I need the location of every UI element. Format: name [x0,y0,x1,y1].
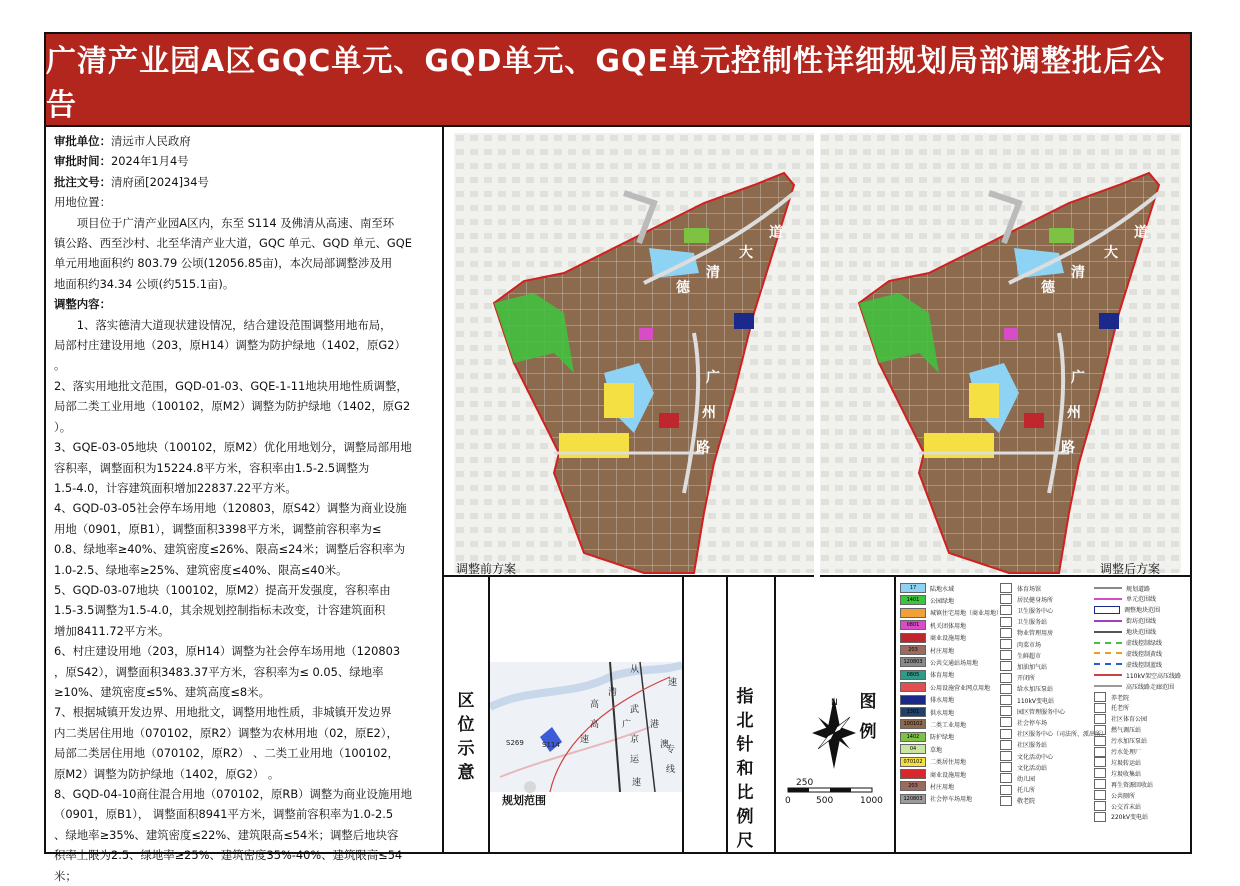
legend-item [900,769,966,779]
adjust-line: 0.8、绿地率≥40%、建筑密度≤26%、限高≤24米；调整后容积率为 [54,542,406,557]
plan-maps [444,127,1190,577]
legend-item [900,794,972,804]
legend-swatch: 120803 [900,794,926,804]
facility-icon [1000,639,1012,649]
adjust-line: 。 [54,358,66,373]
legend-item [1094,812,1148,822]
legend-item [1094,638,1162,648]
scale-tick: 1000 [860,796,883,806]
legend-text: 单元范围线 [1126,596,1157,604]
facility-icon [1094,725,1106,735]
legend-item [1000,762,1047,772]
legend-item [1094,790,1135,800]
range-label: 规划范围 [502,794,546,807]
legend-item [1000,684,1053,694]
line-style-icon [1094,674,1122,676]
adjust-line: 积率上限为2.5、绿地率≥25%、建筑密度35%-40%、建筑限高≤54 [54,848,403,863]
legend-text: 村庄用地 [930,647,955,655]
adjust-label: 调整内容： [54,297,111,312]
facility-icon [1094,768,1106,778]
facility-icon [1000,605,1012,615]
legend-swatch: 1401 [900,595,926,605]
legend-item [1094,779,1153,789]
legend-text: 文化活动站 [1017,764,1048,772]
legend-text: 供水用地 [930,709,955,717]
location-map-text: 武 [630,705,640,715]
legend-text: 高压线路走廊范围 [1126,683,1175,691]
road-label: 路 [1061,440,1075,456]
legend-text: 体育用地 [930,672,955,680]
location-text: 镇公路、西至沙村、北至华清产业大道，GQC 单元、GQD 单元、GQE [54,236,412,251]
legend-swatch: 120803 [900,657,926,667]
legend-item [900,781,954,791]
date-value: 2024年1月4号 [110,154,189,169]
legend-text: 防护绿地 [930,734,955,742]
location-map-text: 速 [632,778,642,788]
vertical-char: 尺 [736,831,754,851]
road-label: 大 [1104,245,1118,261]
location-map-text: S114 [542,741,560,749]
line-style-icon [1094,620,1122,622]
road-label: 州 [1067,405,1081,421]
adjust-line: 8、GQD-04-10商住混合用地（070102，原RB）调整为商业设施用地 [54,787,413,801]
vertical-char: 例 [736,807,754,827]
legend-item [1094,692,1129,702]
legend-text: 110kV变电站 [1017,697,1055,705]
legend-text: 商业设施用地 [930,635,967,643]
legend-text: 虚线控制黄线 [1126,650,1163,658]
adjust-line: 增加8411.72平方米。 [54,623,170,638]
legend-text: 肉菜市场 [1017,641,1042,649]
vertical-char: 例 [859,722,877,742]
vertical-char: 位 [457,715,475,735]
legend-item [1094,583,1150,593]
boundary-icon [1094,606,1120,614]
legend-text: 调整地块范围 [1124,607,1161,615]
facility-icon [1094,736,1106,746]
facility-icon [1000,796,1012,806]
legend-text: 社会停车场 [1017,719,1048,727]
adjust-line: 容积率，调整面积为15224.8平方米，容积率由1.5-2.5调整为 [54,460,370,475]
location-map-text: 广 [622,720,632,730]
scale-tick: 0 [785,796,791,806]
road-label: 大 [739,245,753,261]
adjust-line: 局部二类居住用地（070102，原R2） 、二类工业用地（100102， [54,746,399,761]
legend-item [1094,736,1147,746]
legend-item [1000,751,1053,761]
legend-text: 幼儿园 [1017,775,1036,783]
legend-item [1094,670,1181,680]
location-map-text: 从 [630,665,640,675]
location-map-text: 京 [630,735,640,745]
legend-item [1000,605,1053,615]
legend-swatch [900,633,926,643]
road-label: 广 [1071,370,1085,386]
legend-swatch [900,695,926,705]
legend-item [900,620,966,630]
facility-icon [1000,650,1012,660]
legend-text: 社区服务中心（司法所、派出所） [1017,731,1108,739]
north-arrow-and-scale [776,577,896,852]
legend-item [900,595,954,605]
legend-text: 地块范围线 [1126,629,1157,637]
facility-icon [1000,684,1012,694]
legend-item [900,608,1002,618]
adjust-line: 局部村庄建设用地（203，原H14）调整为防护绿地（1402，原G2） [54,338,406,353]
north-letter: N [831,698,838,708]
line-style-icon [1094,642,1122,644]
line-style-icon [1094,685,1122,687]
legend-item [900,719,966,729]
legend-item [1000,785,1035,795]
legend-text: 社区体育公园 [1111,716,1148,724]
adjust-line: （0901，原B1）， 调整面积8941平方米，调整前容积率为1.0-2.5 [54,807,394,822]
adjust-line: 5、GQD-03-07地块（100102，原M2）提高开发强度，容积率由 [54,582,391,597]
facility-icon [1094,703,1106,713]
legend-item [1094,681,1174,691]
vertical-char: 和 [736,759,754,779]
road-label: 道 [769,225,783,241]
legend-text: 城镇住宅用地（商业用地） [930,610,1003,618]
legend-item [900,744,942,754]
legend-text: 规划道路 [1126,585,1151,593]
location-text: 地面积约34.34 公顷(约515.1亩)。 [54,276,235,291]
road-label: 道 [1134,225,1148,241]
legend-item [900,645,954,655]
legend-text: 公用设施营业网点用地 [930,684,991,692]
facility-icon [1000,628,1012,638]
facility-icon [1094,801,1106,811]
legend-item [900,757,966,767]
legend-swatch: 0801 [900,620,926,630]
legend-item [1000,594,1053,604]
legend-item [1000,796,1035,806]
legend-item [1000,639,1041,649]
road-label: 清 [1071,265,1085,281]
adjust-line: 2、落实用地批文范围，GQD-01-03、GQE-1-11地块用地性质调整， [54,378,408,393]
vertical-char: 指 [736,687,754,707]
road-label: 路 [696,440,710,456]
facility-icon [1094,757,1106,767]
legend-item [1094,725,1141,735]
legend-item [1094,648,1162,658]
location-map-text: 运 [630,755,640,765]
legend-text: 养老院 [1111,694,1130,702]
legend-text: 村庄用地 [930,783,955,791]
facility-icon [1000,594,1012,604]
legend-item [1094,594,1156,604]
facility-icon [1094,790,1106,800]
legend-item [1000,706,1065,716]
facility-icon [1094,747,1106,757]
legend-swatch: 1402 [900,732,926,742]
legend-item [900,682,990,692]
location-map-text: 清 [608,688,618,698]
doc-row [54,172,434,192]
legend-item [1094,616,1156,626]
location-map-text: 线 [666,765,676,775]
legend-item [1000,650,1041,660]
legend-item [1000,617,1047,627]
legend-text: 公共厕所 [1111,792,1136,800]
legend-item [1094,703,1129,713]
facility-icon [1000,695,1012,705]
legend-text: 虚线控制蓝线 [1126,661,1163,669]
legend-swatch: 203 [900,645,926,655]
legend-text: 垃圾收集站 [1111,770,1142,778]
legend-text: 污水加压泵站 [1111,738,1148,746]
after-map [819,133,1181,573]
adjust-line: 内二类居住用地（070102，原R2）调整为农林用地（02，原E2）， [54,725,398,740]
facility-icon [1000,740,1012,750]
legend-item [900,657,978,667]
adjust-line: 1.5-4.0，计容建筑面积增加22837.22平方米。 [54,480,297,495]
location-label: 用地位置： [54,195,111,210]
legend-text: 社会停车场用地 [930,796,973,804]
location-map-text: 速 [580,735,590,745]
adjust-line: ≥10%、建筑密度≤5%、建筑高度≤8米。 [54,684,270,699]
info-panel [46,127,444,883]
legend-text: 燃气调压站 [1111,727,1142,735]
location-map-text: 速 [668,678,678,688]
adjust-line: 6、村庄建设用地（203，原H14）调整为社会停车场用地（120803 [54,644,401,659]
adjust-line: 局部二类工业用地（100102，原M2）调整为防护绿地（1402，原G2 [54,399,411,414]
legend-swatch: 203 [900,781,926,791]
legend-swatch: 04 [900,744,926,754]
legend-item [1000,583,1041,593]
legend-text: 110kV架空高压线路 [1126,672,1182,680]
legend-item [1000,661,1047,671]
legend-item [1094,801,1141,811]
legend-text: 街坊范围线 [1126,618,1157,626]
legend-item [1094,659,1162,669]
legend-text: 陆地水域 [930,585,955,593]
adjust-line: 4、GQD-03-05社会停车场用地（120803，原S42）调整为商业设施 [54,501,407,516]
facility-icon [1000,706,1012,716]
approver-label: 审批单位： [54,134,111,148]
vertical-char: 比 [736,783,754,803]
adjust-line: 原M2）调整为防护绿地（1402，原G2） 。 [54,766,280,781]
facility-icon [1000,717,1012,727]
legend-item [900,732,954,742]
location-label-vertical [456,689,476,785]
before-map [454,133,816,573]
line-style-icon [1094,663,1122,665]
legend-text: 二类工业用地 [930,721,967,729]
legend-text: 机关团体用地 [930,622,967,630]
adjust-line: 1、落实德清大道现状建设情况，结合建设范围调整用地布局， [54,317,392,332]
road-label: 清 [706,265,720,281]
facility-icon [1000,729,1012,739]
legend-text: 再生资源回收站 [1111,781,1154,789]
legend-item [900,583,954,593]
legend-text: 托老所 [1111,705,1130,713]
adjust-line: 米； [54,868,77,883]
legend-text: 虚线控制绿线 [1126,640,1163,647]
adjust-line: 1.5-3.5调整为1.5-4.0，其余规划控制指标未改变，计容建筑面积 [54,603,386,618]
vertical-char: 示 [457,739,475,759]
notice-title: 广清产业园A区GQC单元、GQD单元、GQE单元控制性详细规划局部调整批后公告 [46,34,1190,127]
date-label: 审批时间： [54,154,111,169]
legend-text: 开闭所 [1017,675,1036,683]
vertical-char: 区 [457,691,475,711]
legend-item [1094,747,1141,757]
facility-icon [1094,692,1106,702]
legend-item [1000,740,1047,750]
legend-text: 卫生服务站 [1017,619,1048,627]
date-row [54,151,434,171]
adjust-line: 7、根据城镇开发边界、用地批文，调整用地性质，非城镇开发边界 [54,705,392,720]
scale-label: 250 [796,778,814,788]
facility-icon [1000,661,1012,671]
road-label: 广 [706,370,720,386]
legend-item [1094,757,1141,767]
legend-item [1094,627,1156,637]
location-map-text: S269 [506,739,524,747]
vertical-char: 意 [457,763,475,783]
adjust-line: 、绿地率≥35%、建筑密度≤22%、建筑限高≤54米；调整后地块容 [54,827,399,842]
legend-item [900,670,954,680]
legend-item [1000,729,1107,739]
legend-text: 居民健身场所 [1017,596,1054,604]
adjust-line: ，原S42），调整面积3483.37平方米，容积率为≤ 0.05、绿地率 [54,664,384,679]
doc-value: 清府函[2024]34号 [110,174,209,189]
facility-icon [1000,583,1012,593]
legend-text: 敬老院 [1017,798,1036,806]
line-style-icon [1094,587,1122,589]
legend-item [900,633,966,643]
adjust-content [54,315,434,886]
road-label: 德 [1041,280,1055,296]
legend-item [900,707,954,717]
location-map-text: 港 [650,720,660,730]
legend-item [1094,605,1160,615]
road-label: 州 [702,405,716,421]
facility-icon [1094,812,1106,822]
line-style-icon [1094,598,1122,600]
location-map-text: 高 [590,720,600,730]
legend-text: 给水加压泵站 [1017,686,1054,694]
legend-swatch: 100102 [900,719,926,729]
legend-text: 园区管理服务中心 [1017,708,1066,716]
scale-tick: 500 [816,796,834,806]
legend-item [1000,717,1047,727]
legend-text: 托儿所 [1017,787,1036,795]
legend-text: 二类居住用地 [930,759,967,767]
plan-maps-svg [444,127,1190,577]
legend-swatch: 1301 [900,707,926,717]
legend-item [1000,695,1054,705]
legend-text: 公共交通站场用地 [930,659,979,667]
legend-swatch [900,608,926,618]
legend-item [900,695,954,705]
legend-text: 社区服务站 [1017,742,1048,750]
legend-swatch: 17 [900,583,926,593]
bottom-section [444,577,1190,852]
doc-label: 批注文号： [54,174,111,189]
line-style-icon [1094,631,1122,633]
location-text: 单元用地面积约 803.79 公顷(12056.85亩)，本次局部调整涉及用 [54,256,393,271]
approver-row [54,131,434,151]
legend-text: 文化活动中心 [1017,753,1054,761]
legend-label-vertical [858,687,878,747]
after-caption: 调整后方案 [1100,562,1161,576]
legend-text: 卫生服务中心 [1017,607,1054,615]
notice-frame [44,32,1192,883]
facility-icon [1000,773,1012,783]
before-caption: 调整前方案 [456,562,517,576]
adjust-line: 1.0-2.5、绿地率≥25%、建筑密度≤40%、限高≤40米。 [54,562,348,577]
legend-swatch: 070102 [900,757,926,767]
legend-text: 加油加气站 [1017,663,1048,671]
line-style-icon [1094,652,1122,654]
facility-icon [1094,779,1106,789]
facility-icon [1000,785,1012,795]
legend-text: 商业设施用地 [930,771,967,779]
facility-icon [1000,617,1012,627]
legend-text: 垃圾转运站 [1111,759,1142,767]
legend-item [1000,773,1035,783]
legend-text: 生鲜超市 [1017,652,1042,660]
adjust-line: 用地（0901，原B1），调整面积3398平方米，调整前容积率为≤ [54,521,382,536]
legend-swatch [900,682,926,692]
legend-item [1000,628,1053,638]
road-label: 德 [676,280,690,296]
facility-icon [1094,714,1106,724]
location-map-text: 高 [590,700,600,710]
vertical-char: 北 [736,711,754,731]
vertical-char: 图 [859,692,877,712]
facility-icon [1000,762,1012,772]
legend-text: 排水用地 [930,697,955,705]
legend-swatch [900,769,926,779]
facility-icon [1000,751,1012,761]
north-label-vertical [735,685,755,853]
facility-icon [1000,673,1012,683]
legend-swatch: 0805 [900,670,926,680]
legend-text: 草地 [930,746,943,754]
legend-item [1000,673,1035,683]
legend-text: 公交首末站 [1111,803,1142,811]
legend-text: 物业管理用房 [1017,630,1054,638]
legend-text: 体育场馆 [1017,585,1042,593]
adjust-line: 3、GQE-03-05地块（100102，原M2）优化用地划分，调整局部用地 [54,440,412,455]
legend-text: 污水处理厂 [1111,749,1142,756]
location-map-text: 专 [666,745,676,755]
approver-value: 清远市人民政府 [110,134,191,148]
legend-text: 220kV变电站 [1111,814,1149,822]
location-text: 项目位于广清产业园A区内，东至 S114 及佛清从高速、南至环 [54,215,395,230]
legend-item [1094,768,1141,778]
legend-text: 公园绿地 [930,597,955,605]
vertical-char: 针 [736,735,754,755]
legend-item [1094,714,1147,724]
location-map-text: 澳 [660,740,670,750]
location-map [490,577,682,852]
adjust-line: ）。 [54,419,72,434]
